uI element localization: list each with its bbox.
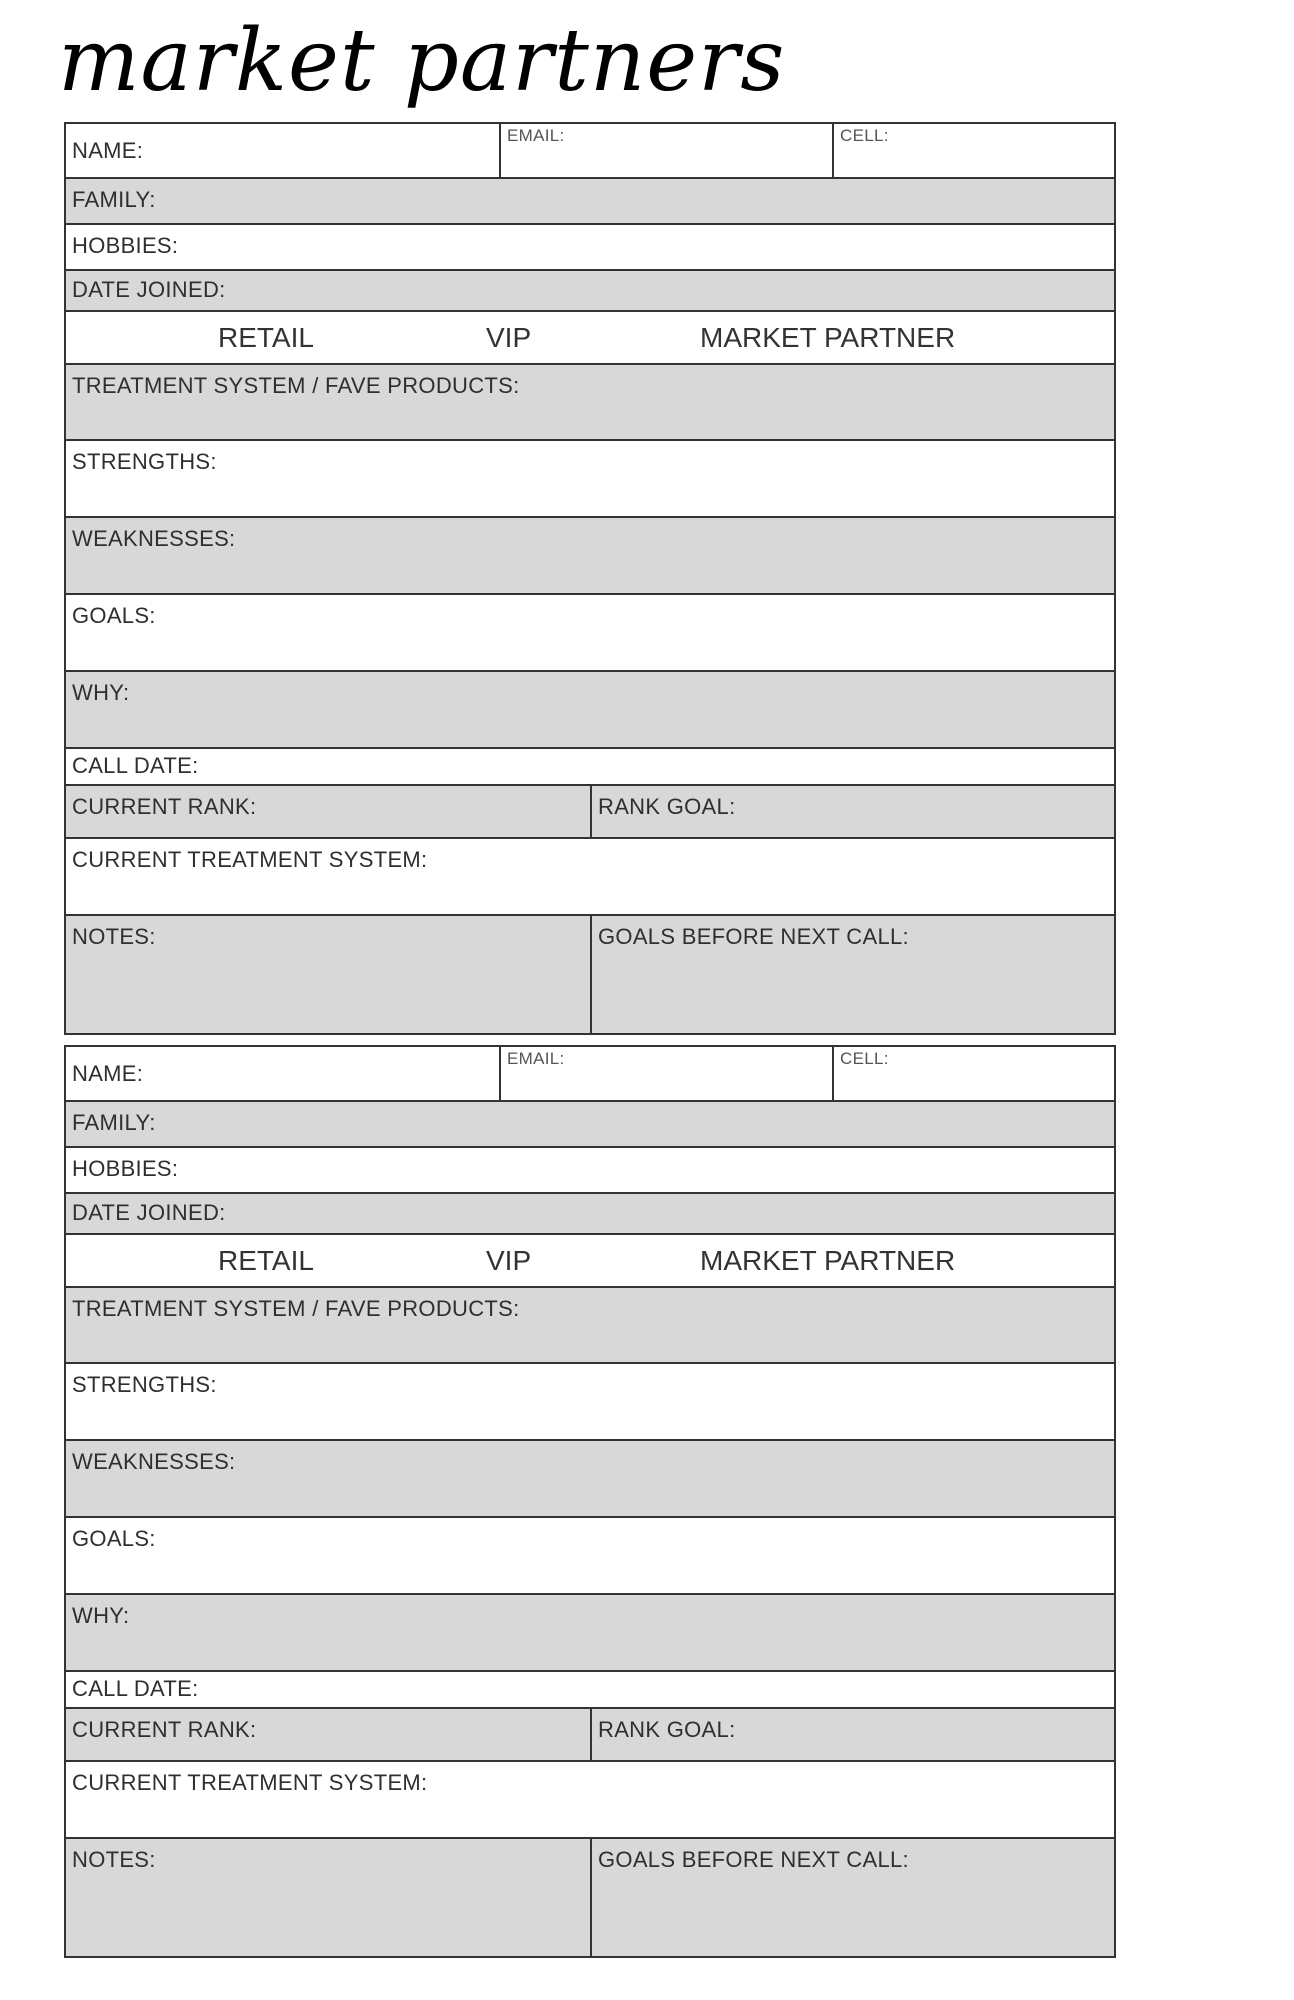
strengths-label: STRENGTHS: [72,449,217,474]
date-joined-field[interactable] [66,271,232,310]
status-vip[interactable]: VIP [486,1245,532,1276]
strengths-field[interactable] [66,1364,223,1439]
goals-field[interactable] [66,1518,162,1593]
current-rank-field[interactable] [66,1709,590,1760]
partner-form-1 [64,122,1116,1035]
cell-field[interactable] [832,124,1114,177]
date-joined-label: DATE JOINED: [72,277,226,302]
status-row [66,1235,1114,1288]
rank-row [66,1709,1114,1762]
family-field[interactable] [66,1102,162,1146]
call-date-label: CALL DATE: [72,1676,199,1701]
status-options [66,1235,1114,1286]
rank-row [66,786,1114,839]
weaknesses-field[interactable] [66,1441,241,1516]
hobbies-field[interactable] [66,225,184,269]
treatment-label: TREATMENT SYSTEM / FAVE PRODUCTS: [72,1296,520,1321]
why-label: WHY: [72,680,130,705]
hobbies-row[interactable] [66,225,1114,271]
strengths-label: STRENGTHS: [72,1372,217,1397]
call-date-field[interactable] [66,749,204,784]
treatment-field[interactable] [66,1288,526,1362]
current-rank-field[interactable] [66,786,590,837]
call-date-field[interactable] [66,1672,204,1707]
status-market-partner[interactable]: MARKET PARTNER [700,322,956,353]
current-treatment-field[interactable] [66,839,433,914]
family-label: FAMILY: [72,187,156,212]
strengths-row[interactable] [66,1364,1114,1441]
status-options [66,312,1114,363]
goals-next-call-field[interactable] [590,916,1114,1033]
family-field[interactable] [66,179,162,223]
current-treatment-row[interactable] [66,1762,1114,1839]
weaknesses-label: WEAKNESSES: [72,1449,236,1474]
name-label: NAME: [72,138,144,163]
why-row[interactable] [66,1595,1114,1672]
status-retail[interactable]: RETAIL [218,1245,314,1276]
weaknesses-row[interactable] [66,1441,1114,1518]
call-date-label: CALL DATE: [72,753,199,778]
contact-row [66,124,1114,179]
rank-goal-field[interactable] [590,1709,1114,1760]
date-joined-row[interactable] [66,271,1114,312]
goals-label: GOALS: [72,1526,156,1551]
family-row[interactable] [66,179,1114,225]
current-rank-label: CURRENT RANK: [72,1717,257,1742]
date-joined-row[interactable] [66,1194,1114,1235]
rank-goal-label: RANK GOAL: [598,1717,736,1742]
status-retail[interactable]: RETAIL [218,322,314,353]
weaknesses-field[interactable] [66,518,241,593]
date-joined-label: DATE JOINED: [72,1200,226,1225]
why-row[interactable] [66,672,1114,749]
name-field[interactable] [66,124,499,177]
current-treatment-field[interactable] [66,1762,433,1837]
cell-label: CELL: [840,1049,889,1068]
treatment-field[interactable] [66,365,526,439]
hobbies-field[interactable] [66,1148,184,1192]
email-field[interactable] [499,1047,832,1100]
goals-next-call-label: GOALS BEFORE NEXT CALL: [598,1847,909,1872]
status-market-partner[interactable]: MARKET PARTNER [700,1245,956,1276]
strengths-field[interactable] [66,441,223,516]
notes-field[interactable] [66,916,590,1033]
rank-goal-label: RANK GOAL: [598,794,736,819]
treatment-label: TREATMENT SYSTEM / FAVE PRODUCTS: [72,373,520,398]
partner-form-2 [64,1045,1116,1958]
email-label: EMAIL: [507,126,565,145]
rank-goal-field[interactable] [590,786,1114,837]
hobbies-row[interactable] [66,1148,1114,1194]
family-label: FAMILY: [72,1110,156,1135]
treatment-row[interactable] [66,365,1114,441]
weaknesses-label: WEAKNESSES: [72,526,236,551]
contact-row [66,1047,1114,1102]
notes-row [66,916,1114,1033]
hobbies-label: HOBBIES: [72,1156,179,1181]
date-joined-field[interactable] [66,1194,232,1233]
goals-row[interactable] [66,595,1114,672]
current-treatment-row[interactable] [66,839,1114,916]
weaknesses-row[interactable] [66,518,1114,595]
notes-label: NOTES: [72,924,156,949]
cell-label: CELL: [840,126,889,145]
name-field[interactable] [66,1047,499,1100]
current-treatment-label: CURRENT TREATMENT SYSTEM: [72,1770,428,1795]
email-label: EMAIL: [507,1049,565,1068]
goals-label: GOALS: [72,603,156,628]
call-date-row[interactable] [66,1672,1114,1709]
why-field[interactable] [66,1595,135,1670]
goals-next-call-field[interactable] [590,1839,1114,1956]
notes-row [66,1839,1114,1956]
email-field[interactable] [499,124,832,177]
family-row[interactable] [66,1102,1114,1148]
hobbies-label: HOBBIES: [72,233,179,258]
name-label: NAME: [72,1061,144,1086]
status-vip[interactable]: VIP [486,322,532,353]
strengths-row[interactable] [66,441,1114,518]
status-row [66,312,1114,365]
goals-field[interactable] [66,595,162,670]
goals-row[interactable] [66,1518,1114,1595]
why-field[interactable] [66,672,135,747]
notes-label: NOTES: [72,1847,156,1872]
page-title: market partners [58,11,786,111]
goals-next-call-label: GOALS BEFORE NEXT CALL: [598,924,909,949]
current-rank-label: CURRENT RANK: [72,794,257,819]
current-treatment-label: CURRENT TREATMENT SYSTEM: [72,847,428,872]
treatment-row[interactable] [66,1288,1114,1364]
cell-field[interactable] [832,1047,1114,1100]
why-label: WHY: [72,1603,130,1628]
notes-field[interactable] [66,1839,590,1956]
call-date-row[interactable] [66,749,1114,786]
